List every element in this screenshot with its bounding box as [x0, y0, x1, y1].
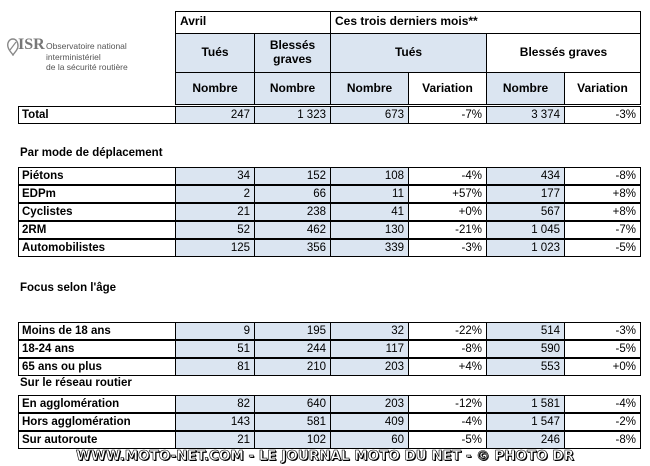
table-row-value-2: 195	[254, 322, 331, 340]
table-row-label: Moins de 18 ans	[18, 322, 176, 340]
table-row-value-1: 34	[175, 167, 255, 185]
table-row-value-1: 143	[175, 413, 255, 431]
table-row-value-3: 60	[330, 431, 409, 449]
table-row-value-3: 130	[330, 221, 409, 239]
watermark: WWW.MOTO-NET.COM - LE JOURNAL MOTO DU NET - © PHOTO DR	[76, 448, 574, 464]
table-row-value-3: 41	[330, 203, 409, 221]
logo-line-1: Observatoire national interministériel	[46, 41, 127, 62]
table-row-value-6: -7%	[564, 221, 641, 239]
header-nombre-3	[330, 72, 409, 105]
table-row-value-1: 9	[175, 322, 255, 340]
table-row-value-2: 244	[254, 340, 331, 358]
section-title: Focus selon l'âge	[20, 282, 117, 294]
header-nombre-label: Nombre	[192, 80, 238, 95]
table-row-value-4: +57%	[408, 185, 487, 203]
table-row-value-1: 21	[175, 203, 255, 221]
table-row-value-4: -4%	[408, 413, 487, 431]
table-row-value-6: +8%	[564, 203, 641, 221]
total-row-value-2: 1 323	[254, 106, 331, 124]
table-row-value-2: 152	[254, 167, 331, 185]
table-row-value-4: -22%	[408, 322, 487, 340]
table-row-value-1: 82	[175, 395, 255, 413]
table-row-value-5: 1 581	[486, 395, 565, 413]
header-avril	[175, 11, 331, 34]
header-variation-label: Variation	[577, 80, 628, 95]
table-row-value-6: -5%	[564, 340, 641, 358]
table-row-value-1: 51	[175, 340, 255, 358]
table-row-value-2: 66	[254, 185, 331, 203]
table-row-value-5: 1 023	[486, 239, 565, 257]
header-blesses-label: Blessés graves	[269, 38, 316, 66]
table-row-value-5: 434	[486, 167, 565, 185]
header-nombre-2	[254, 72, 331, 105]
header-blesses	[254, 33, 331, 73]
table-row-value-6: -3%	[564, 322, 641, 340]
table-row-value-4: -21%	[408, 221, 487, 239]
total-row-label: Total	[18, 106, 176, 124]
table-row-value-1: 81	[175, 358, 255, 376]
section-title: Par mode de déplacement	[20, 147, 163, 159]
table-row-label: 65 ans ou plus	[18, 358, 176, 376]
header-last-3-months-label: Ces trois derniers mois**	[335, 14, 478, 28]
table-row-label: 18-24 ans	[18, 340, 176, 358]
table-row-value-5: 590	[486, 340, 565, 358]
table-row-value-3: 339	[330, 239, 409, 257]
header-variation-2	[564, 72, 641, 105]
onisr-logo	[6, 36, 176, 73]
table-row-value-6: -2%	[564, 413, 641, 431]
table-row-label: EDPm	[18, 185, 176, 203]
header-blesses-3m	[486, 33, 641, 73]
table-row-value-5: 567	[486, 203, 565, 221]
table-row-label: Hors agglomération	[18, 413, 176, 431]
header-tues-3m-label: Tués	[394, 45, 423, 60]
table-row-label: Sur autoroute	[18, 431, 176, 449]
header-avril-label: Avril	[180, 14, 207, 28]
table-row-value-6: +0%	[564, 358, 641, 376]
total-row-value-4: -7%	[408, 106, 487, 124]
table-row-value-3: 203	[330, 395, 409, 413]
table-row-value-6: -4%	[564, 395, 641, 413]
header-nombre-label: Nombre	[502, 80, 549, 95]
table-row-value-5: 177	[486, 185, 565, 203]
table-row-value-4: -4%	[408, 167, 487, 185]
table-row-value-2: 581	[254, 413, 331, 431]
table-row-value-2: 462	[254, 221, 331, 239]
header-tues	[175, 33, 255, 73]
logo-subtitle	[46, 41, 181, 73]
table-row-value-3: 11	[330, 185, 409, 203]
table-row-value-2: 102	[254, 431, 331, 449]
table-row-value-5: 1 547	[486, 413, 565, 431]
table-row-value-4: +0%	[408, 203, 487, 221]
table-row-value-4: -5%	[408, 431, 487, 449]
header-variation-1	[408, 72, 487, 105]
table-row-value-1: 125	[175, 239, 255, 257]
table-row-value-2: 238	[254, 203, 331, 221]
table-row-value-5: 514	[486, 322, 565, 340]
table-row-value-6: -5%	[564, 239, 641, 257]
table-row-value-3: 32	[330, 322, 409, 340]
logo-wordmark: ISR	[18, 36, 45, 53]
table-row-value-5: 246	[486, 431, 565, 449]
table-row-value-4: -8%	[408, 340, 487, 358]
header-nombre-label: Nombre	[346, 80, 393, 95]
table-row-value-4: -12%	[408, 395, 487, 413]
table-row-value-6: -8%	[564, 167, 641, 185]
table-row-value-1: 52	[175, 221, 255, 239]
table-row-value-4: -3%	[408, 239, 487, 257]
table-row-value-1: 2	[175, 185, 255, 203]
table-row-value-3: 409	[330, 413, 409, 431]
header-blesses-3m-label: Blessés graves	[519, 45, 608, 60]
table-row-value-6: +8%	[564, 185, 641, 203]
header-tues-3m	[330, 33, 487, 73]
header-tues-label: Tués	[201, 45, 229, 60]
total-row-value-3: 673	[330, 106, 409, 124]
table-row-value-3: 117	[330, 340, 409, 358]
total-row-value-5: 3 374	[486, 106, 565, 124]
table-row-value-4: +4%	[408, 358, 487, 376]
header-nombre-4	[486, 72, 565, 105]
header-nombre-1	[175, 72, 255, 105]
table-row-value-2: 640	[254, 395, 331, 413]
table-row-label: 2RM	[18, 221, 176, 239]
header-nombre-label: Nombre	[269, 80, 316, 95]
table-row-value-6: -8%	[564, 431, 641, 449]
table-row-value-5: 1 045	[486, 221, 565, 239]
table-row-label: Automobilistes	[18, 239, 176, 257]
total-row-value-1: 247	[175, 106, 255, 124]
table-row-label: Piétons	[18, 167, 176, 185]
table-row-value-1: 21	[175, 431, 255, 449]
table-row-value-2: 356	[254, 239, 331, 257]
total-row-value-6: -3%	[564, 106, 641, 124]
header-last-3-months	[330, 11, 641, 34]
table-row-value-3: 203	[330, 358, 409, 376]
table-row-value-2: 210	[254, 358, 331, 376]
table-row-label: En agglomération	[18, 395, 176, 413]
logo-line-2: de la sécurité routière	[46, 62, 128, 73]
header-variation-label: Variation	[422, 80, 473, 95]
table-row-value-3: 108	[330, 167, 409, 185]
table-row-label: Cyclistes	[18, 203, 176, 221]
section-title: Sur le réseau routier	[20, 377, 132, 389]
table-row-value-5: 553	[486, 358, 565, 376]
